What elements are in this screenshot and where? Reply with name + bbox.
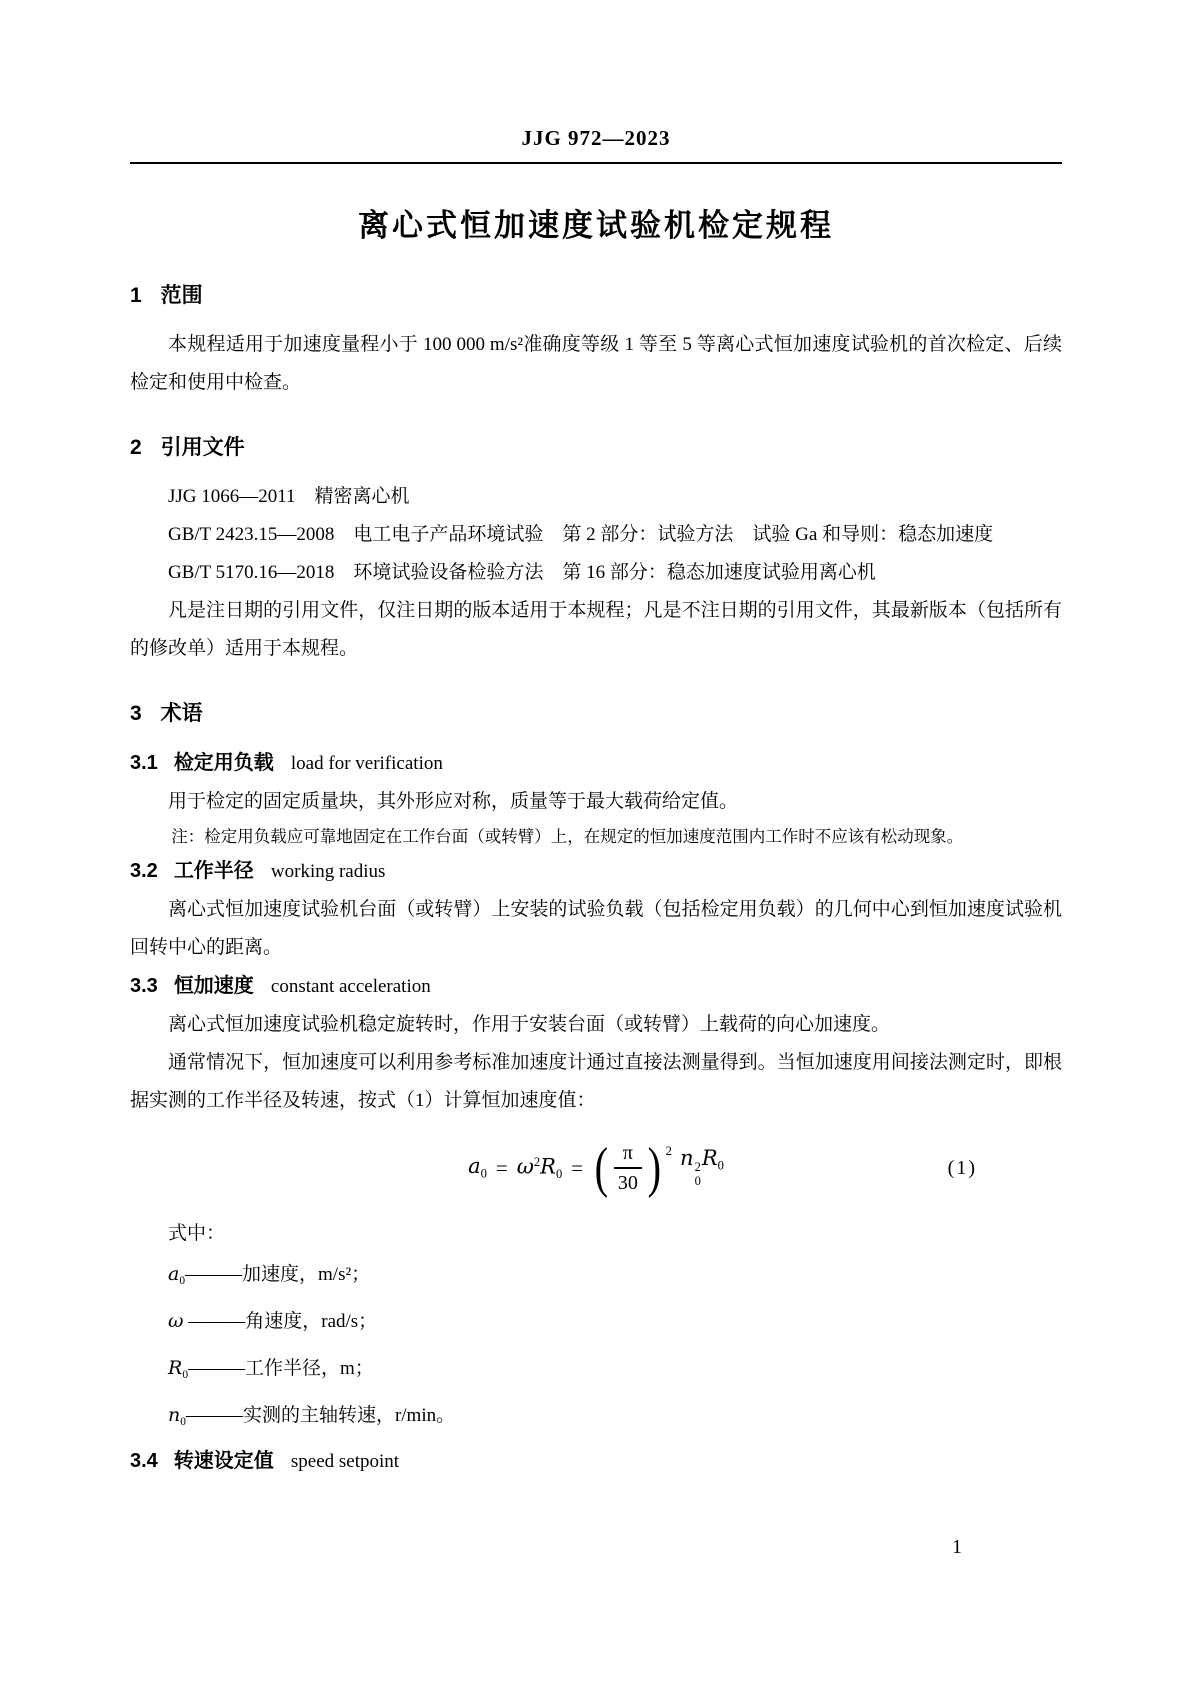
term-3-3-chinese: 恒加速度 bbox=[173, 975, 254, 997]
var-R: R bbox=[701, 1145, 718, 1170]
section-1-scope bbox=[130, 276, 1062, 402]
var-R-subscript: 0 bbox=[182, 1368, 189, 1381]
formula-lhs bbox=[468, 1156, 487, 1180]
fraction-numerator: π bbox=[614, 1140, 642, 1169]
reference-item-2: GB/T 2423.15—2008 电工电子产品环境试验 第 2 部分：试验方法 试验 Ga 和导则：稳态加速度 bbox=[168, 524, 994, 545]
var-a-subscript: 0 bbox=[480, 1166, 487, 1181]
fraction-pi-over-30 bbox=[614, 1140, 642, 1196]
var-n-exponent: 2 bbox=[694, 1159, 701, 1174]
fraction-denominator: 30 bbox=[617, 1172, 638, 1194]
section-1-label: 范围 bbox=[160, 284, 203, 307]
var-R-subscript: 0 bbox=[555, 1166, 563, 1181]
term-3-3-english: constant acceleration bbox=[270, 976, 431, 997]
symbol-description: ———工作半径，m； bbox=[188, 1357, 374, 1379]
term-3-4-number: 3.4 bbox=[130, 1449, 158, 1472]
symbol-definition-omega bbox=[130, 1301, 1062, 1348]
section-2-heading bbox=[130, 428, 1062, 468]
header-rule bbox=[130, 162, 1062, 164]
document-number: JJG 972—2023 bbox=[521, 126, 671, 150]
var-a: a bbox=[468, 1154, 481, 1178]
term-3-1-definition: 用于检定的固定质量块，其外形应对称，质量等于最大载荷给定值。 bbox=[168, 791, 739, 812]
parenthesis-exponent: 2 bbox=[665, 1143, 673, 1158]
page-content bbox=[130, 126, 1062, 1481]
var-n-subscript: 0 bbox=[180, 1415, 186, 1428]
section-2-number: 2 bbox=[130, 436, 142, 459]
section-3-heading bbox=[130, 694, 1062, 734]
var-n-sup-sub bbox=[695, 1160, 701, 1189]
section-1-number: 1 bbox=[130, 284, 142, 307]
section-3-terms bbox=[130, 694, 1062, 1481]
term-3-2-definition: 离心式恒加速度试验机台面（或转臂）上安装的试验负载（包括检定用负载）的几何中心到恒加速度试验机回转中心的距离。 bbox=[130, 899, 1062, 958]
equation-1 bbox=[130, 1130, 1062, 1206]
right-parenthesis: ) bbox=[647, 1137, 661, 1199]
symbol-description: ———加速度，m/s²； bbox=[185, 1264, 371, 1285]
symbol-description: ———角速度，rad/s； bbox=[183, 1310, 378, 1332]
var-n: n bbox=[168, 1403, 181, 1426]
term-3-1-note: 注：检定用负载应可靠地固定在工作台面（或转臂）上，在规定的恒加速度范围内工作时不应该有松动现象。 bbox=[171, 827, 964, 846]
var-n: n bbox=[680, 1145, 694, 1170]
symbol-definition-a0 bbox=[130, 1254, 1062, 1301]
term-3-3-heading bbox=[130, 967, 1062, 1006]
term-3-1-number: 3.1 bbox=[130, 752, 158, 774]
symbol-definition-n0 bbox=[130, 1395, 1062, 1442]
var-omega-exponent: 2 bbox=[533, 1154, 541, 1169]
page-number: 1 bbox=[952, 1536, 962, 1558]
var-omega: ω bbox=[516, 1154, 534, 1179]
term-3-1-chinese: 检定用负载 bbox=[173, 752, 274, 774]
var-n-subscript: 0 bbox=[694, 1174, 701, 1189]
section-2-references bbox=[130, 428, 1062, 668]
formula-rhs bbox=[680, 1145, 724, 1189]
term-3-4-english: speed setpoint bbox=[290, 1450, 400, 1472]
term-3-3-definition: 离心式恒加速度试验机稳定旋转时，作用于安装台面（或转臂）上载荷的向心加速度。 bbox=[168, 1014, 891, 1035]
var-R: R bbox=[168, 1356, 183, 1379]
var-a: a bbox=[168, 1263, 180, 1285]
term-3-2-chinese: 工作半径 bbox=[173, 860, 254, 882]
equals-sign: = bbox=[495, 1155, 508, 1180]
term-3-4-chinese: 转速设定值 bbox=[173, 1449, 274, 1472]
var-R: R bbox=[540, 1154, 556, 1179]
var-R-subscript: 0 bbox=[717, 1157, 724, 1172]
section-3-label: 术语 bbox=[160, 702, 203, 725]
term-3-4-heading bbox=[130, 1442, 1062, 1481]
symbol-description: ———实测的主轴转速，r/min。 bbox=[185, 1404, 456, 1426]
term-3-2-english: working radius bbox=[270, 861, 386, 882]
section-1-heading bbox=[130, 276, 1062, 316]
equals-sign: = bbox=[571, 1155, 584, 1180]
section-3-number: 3 bbox=[130, 702, 142, 725]
term-3-2-number: 3.2 bbox=[130, 860, 158, 882]
where-clause-intro: 式中： bbox=[168, 1223, 226, 1244]
term-3-1-english: load for verification bbox=[290, 753, 443, 774]
left-parenthesis: ( bbox=[594, 1137, 609, 1199]
term-3-1-heading bbox=[130, 744, 1062, 783]
var-omega: ω bbox=[168, 1309, 184, 1332]
scope-paragraph: 本规程适用于加速度量程小于 100 000 m/s²准确度等级 1 等至 5 等离心式恒加速度试验机的首次检定、后续检定和使用中检查。 bbox=[130, 334, 1062, 393]
document-title: 离心式恒加速度试验机检定规程 bbox=[358, 208, 834, 243]
term-3-3-explanation: 通常情况下，恒加速度可以利用参考标准加速度计通过直接法测量得到。当恒加速度用间接法测定时，即根据实测的工作半径及转速，按式（1）计算恒加速度值： bbox=[130, 1052, 1062, 1111]
reference-item-1: JJG 1066—2011 精密离心机 bbox=[168, 486, 410, 507]
references-applicability-note: 凡是注日期的引用文件，仅注日期的版本适用于本规程；凡是不注日期的引用文件，其最新版本（包括所有的修改单）适用于本规程。 bbox=[130, 600, 1062, 659]
var-a-subscript: 0 bbox=[179, 1274, 186, 1287]
equation-number: (1) bbox=[947, 1157, 977, 1179]
page-header bbox=[130, 126, 1062, 164]
reference-item-3: GB/T 5170.16—2018 环境试验设备检验方法 第 16 部分：稳态加速度试验用离心机 bbox=[168, 562, 876, 583]
section-2-label: 引用文件 bbox=[160, 436, 245, 459]
formula-middle bbox=[517, 1156, 563, 1181]
symbol-definition-R0 bbox=[130, 1348, 1062, 1395]
term-3-3-number: 3.3 bbox=[130, 975, 158, 997]
equation-1-expression bbox=[468, 1137, 724, 1199]
term-3-2-heading bbox=[130, 852, 1062, 891]
